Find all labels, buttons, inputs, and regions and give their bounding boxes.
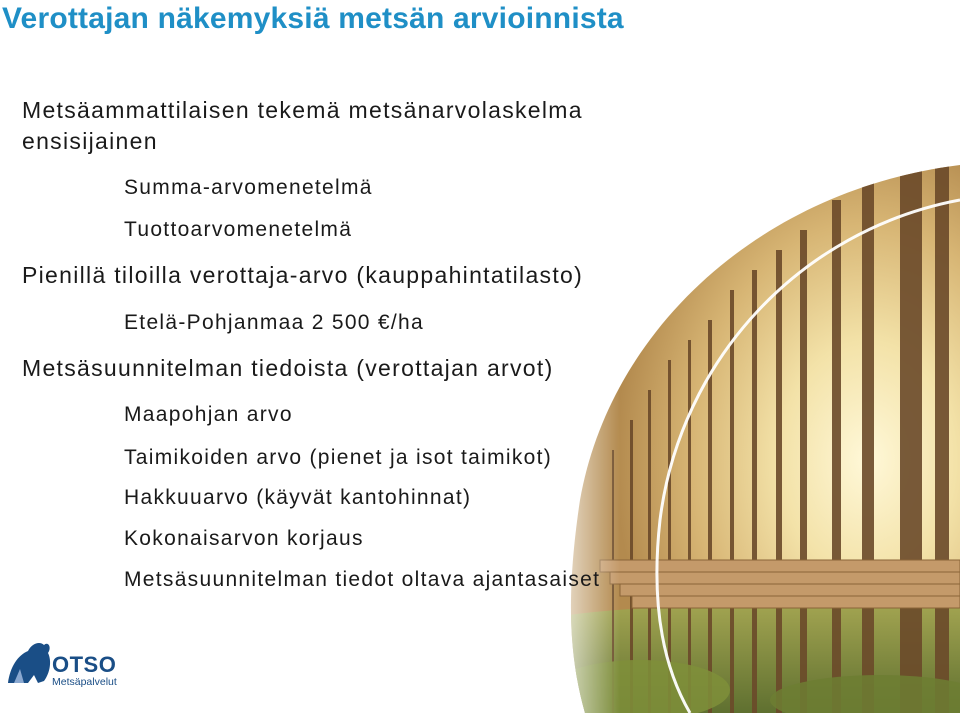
bullet-level1: Pienillä tiloilla verottaja-arvo (kauppahintatilasto) (22, 262, 584, 288)
bullet-level2: Hakkuuarvo (käyvät kantohinnat) (124, 486, 472, 509)
bullet-level2: Metsäsuunnitelman tiedot oltava ajantasaiset (124, 568, 601, 591)
bullet-level2: Taimikoiden arvo (pienet ja isot taimikot) (124, 446, 553, 469)
logo-subtitle: Metsäpalvelut (52, 676, 117, 688)
slide-title: Verottajan näkemyksiä metsän arvioinnista (2, 2, 624, 35)
bullet-level2: Maapohjan arvo (124, 403, 293, 426)
bullet-level2: Kokonaisarvon korjaus (124, 527, 364, 550)
bullet-level1: ensisijainen (22, 128, 158, 154)
logo-name: OTSO (52, 652, 117, 677)
bullet-level1: Metsäsuunnitelman tiedoista (verottajan arvot) (22, 355, 554, 381)
bullet-level1: Metsäammattilaisen tekemä metsänarvolaskelma (22, 97, 583, 123)
bullet-level2: Tuottoarvomenetelmä (124, 218, 353, 241)
bullet-level2: Summa-arvomenetelmä (124, 176, 373, 199)
bullet-level2: Etelä-Pohjanmaa 2 500 €/ha (124, 311, 424, 334)
